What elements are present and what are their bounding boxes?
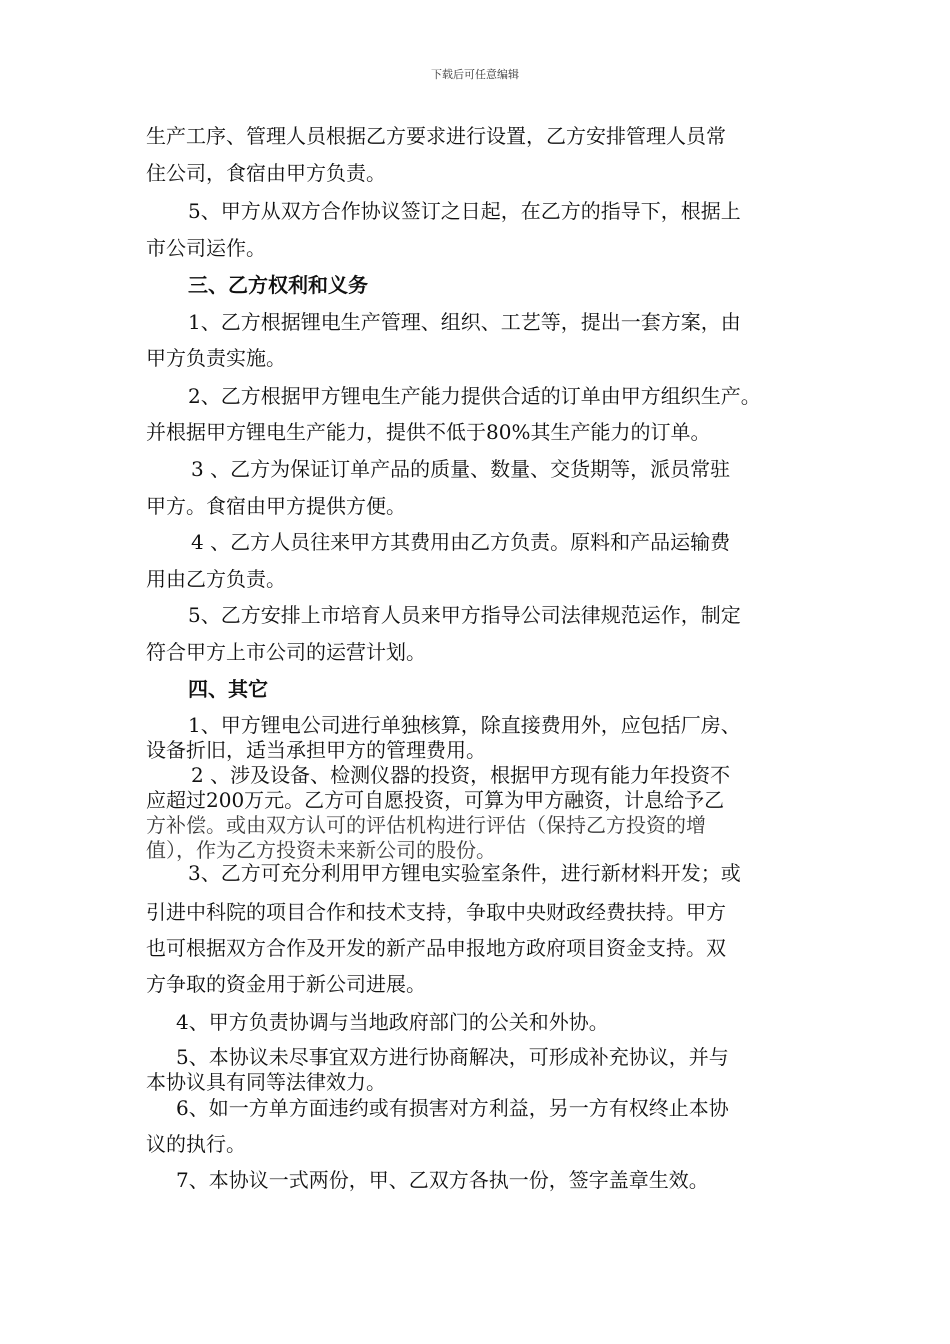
text-line: 值），作为乙方投资未来新公司的股份。 [146,838,496,862]
text-line: 应超过200万元。乙方可自愿投资，可算为甲方融资，计息给予乙 [146,788,725,812]
page-header: 下载后可任意编辑 [431,68,519,81]
text-line: 市公司运作。 [146,236,266,260]
text-line: 1、甲方锂电公司进行单独核算，除直接费用外，应包括厂房、 [188,713,741,737]
text-line: 设备折旧，适当承担甲方的管理费用。 [146,738,486,762]
section-heading: 四、其它 [188,677,268,701]
text-line: 3 、乙方为保证订单产品的质量、数量、交货期等，派员常驻 [191,457,731,481]
text-line: 用由乙方负责。 [146,567,286,591]
text-line: 并根据甲方锂电生产能力，提供不低于80%其生产能力的订单。 [146,420,711,444]
text-line: 5、本协议未尽事宜双方进行协商解决，可形成补充协议，并与 [176,1045,729,1069]
text-line: 5、甲方从双方合作协议签订之日起，在乙方的指导下，根据上 [188,199,741,223]
text-line: 7、本协议一式两份，甲、乙双方各执一份，签字盖章生效。 [176,1168,709,1192]
text-line: 甲方。食宿由甲方提供方便。 [146,494,406,518]
text-line: 4 、乙方人员往来甲方其费用由乙方负责。原料和产品运输费 [191,530,731,554]
text-line: 也可根据双方合作及开发的新产品申报地方政府项目资金支持。双 [146,936,726,960]
text-line: 3、乙方可充分利用甲方锂电实验室条件，进行新材料开发；或 [188,861,741,885]
text-line: 生产工序、管理人员根据乙方要求进行设置，乙方安排管理人员常 [146,124,726,148]
text-line: 方争取的资金用于新公司进展。 [146,972,426,996]
section-heading: 三、乙方权利和义务 [188,273,368,297]
text-line: 符合甲方上市公司的运营计划。 [146,640,426,664]
text-line: 4、甲方负责协调与当地政府部门的公关和外协。 [176,1010,609,1034]
text-line: 引进中科院的项目合作和技术支持，争取中央财政经费扶持。甲方 [146,900,726,924]
text-line: 甲方负责实施。 [146,346,286,370]
text-line: 方补偿。或由双方认可的评估机构进行评估（保持乙方投资的增 [146,813,706,837]
text-line: 住公司，食宿由甲方负责。 [146,161,386,185]
text-line: 6、如一方单方面违约或有损害对方利益，另一方有权终止本协 [176,1096,729,1120]
text-line: 本协议具有同等法律效力。 [146,1070,386,1094]
text-line: 1、乙方根据锂电生产管理、组织、工艺等，提出一套方案，由 [188,310,741,334]
text-line: 议的执行。 [146,1132,246,1156]
text-line: 2、乙方根据甲方锂电生产能力提供合适的订单由甲方组织生产。 [188,384,761,408]
text-line: 2 、涉及设备、检测仪器的投资，根据甲方现有能力年投资不 [191,763,731,787]
text-line: 5、乙方安排上市培育人员来甲方指导公司法律规范运作，制定 [188,603,741,627]
